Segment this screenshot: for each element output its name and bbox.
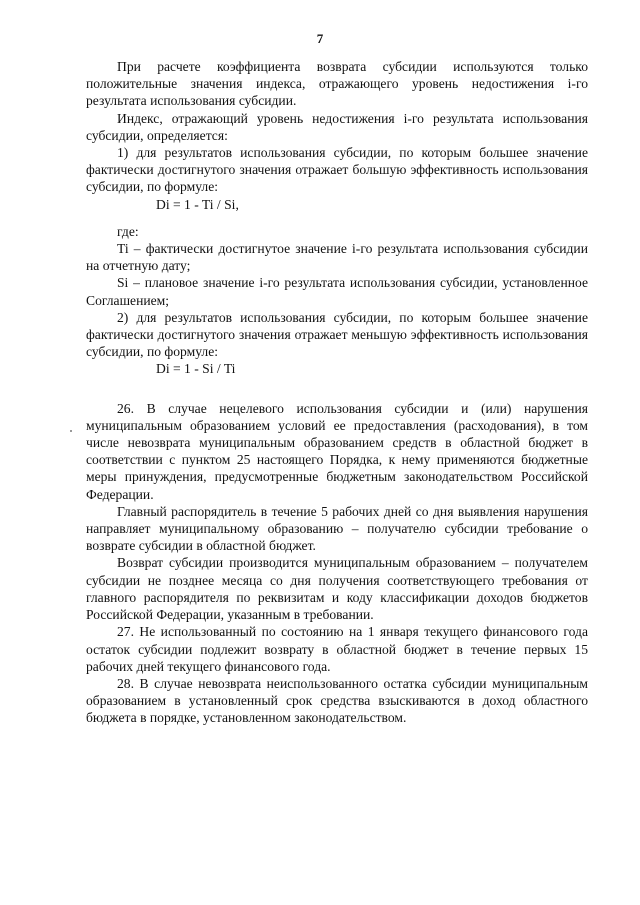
page-number: 7	[316, 31, 324, 46]
definition-ti: Ti – фактически достигнутое значение i-го результата использования субсидии на отчетную дату;	[86, 241, 588, 274]
paragraph-case-2: 2) для результатов использования субсидии, по которым большее значение фактически достигнутого значения отражает меньшую эффективность использования субсидии, по формуле:	[86, 309, 588, 360]
formula-2: Di = 1 - Si / Ti	[156, 361, 236, 377]
paragraph-26-return: Возврат субсидии производится муниципальным образованием – получателем субсидии не позднее месяца со дня получения соответствующего требования от главного распорядителя по реквизитам и коду классификации доходов бюджетов Российской Федерации, указанным в требовании.	[86, 555, 588, 623]
scan-mark	[70, 430, 72, 432]
definition-si: Si – плановое значение i-го результата использования субсидии, установленное Соглашением;	[86, 275, 588, 308]
paragraph-26-notice: Главный распорядитель в течение 5 рабочих дней со дня выявления нарушения направляет муниципальному образованию – получателю субсидии требование о возврате субсидии в областной бюджет.	[86, 503, 588, 554]
paragraph-index-definition: Индекс, отражающий уровень недостижения i-го результата использования субсидии, определяется:	[86, 110, 588, 143]
document-body	[86, 58, 588, 727]
paragraph-28: 28. В случае невозврата неиспользованного остатка субсидии муниципальным образованием в установленный срок средства взыскиваются в доход областного бюджета в порядке, установленном законодательством.	[86, 675, 588, 726]
formula-1: Di = 1 - Ti / Si,	[156, 196, 239, 212]
paragraph-case-1: 1) для результатов использования субсидии, по которым большее значение фактически достигнутого значения отражает большую эффективность использования субсидии, по формуле:	[86, 145, 588, 195]
paragraph-27: 27. Не использованный по состоянию на 1 января текущего финансового года остаток субсидии подлежит возврату в областной бюджет в течение первых 15 рабочих дней текущего финансового года.	[86, 624, 588, 674]
paragraph-coefficient-note: При расчете коэффициента возврата субсидии используются только положительные значения индекса, отражающего уровень недостижения i-го результата использования субсидии.	[86, 59, 588, 109]
where-label: где:	[117, 223, 139, 239]
paragraph-26: 26. В случае нецелевого использования субсидии и (или) нарушения муниципальным образованием условий ее предоставления (расходования), в том числе невозврата муниципальным образованием средств в областной бюджет в соответствии с пунктом 25 настоящего Порядка, к нему применяются бюджетные меры принуждения, предусмотренные бюджетным законодательством Российской Федерации.	[86, 400, 588, 502]
